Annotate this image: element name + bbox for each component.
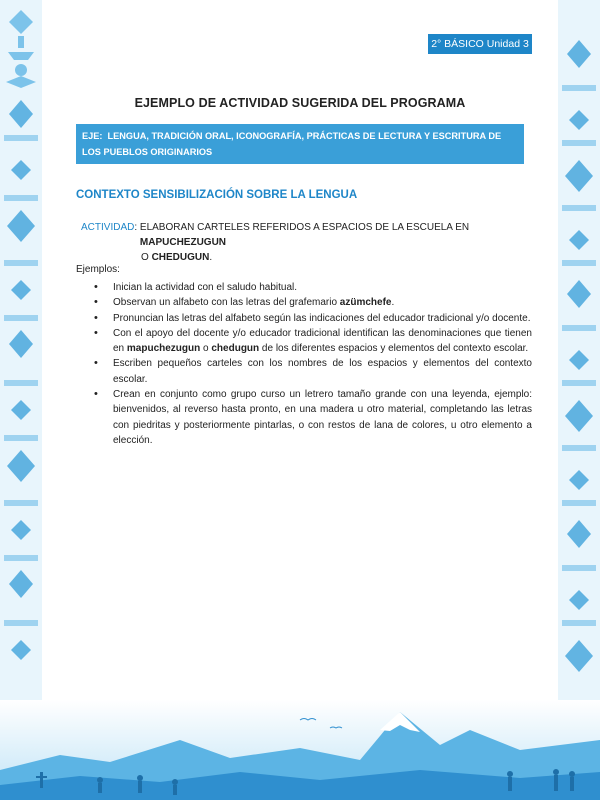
list-item: [92, 311, 532, 326]
list-item-text: o: [200, 343, 212, 355]
grade-unit-badge: 2° BÁSICO Unidad 3: [428, 34, 532, 54]
activity-text-1: [140, 220, 526, 250]
examples-label: Ejemplos:: [76, 264, 120, 275]
list-item-bold: chedugun: [211, 343, 260, 355]
list-item-text: Observan un alfabeto con las letras del grafemario: [113, 297, 340, 309]
activity-bold-mapuchezugun: MAPUCHEZUGUN: [139, 237, 227, 248]
list-item: [92, 387, 532, 448]
page-title: EJEMPLO DE ACTIVIDAD SUGERIDA DEL PROGRAMA: [134, 96, 466, 110]
list-item-text: Pronuncian las letras del alfabeto según las indicaciones del educador tradicional y/o docente.: [113, 312, 531, 324]
eje-text: LENGUA, TRADICIÓN ORAL, ICONOGRAFÍA, PRÁCTICAS DE LECTURA Y ESCRITURA DE LOS PUEBLOS ORIGINARIOS: [82, 131, 502, 157]
list-item-bold: azümchefe: [339, 297, 392, 309]
context-heading: CONTEXTO SENSIBILIZACIÓN SOBRE LA LENGUA: [76, 189, 358, 201]
activity-line-2: [81, 250, 526, 265]
activity-label: ACTIVIDAD: [81, 222, 135, 233]
list-item-text: Inician la actividad con el saludo habitual.: [113, 282, 298, 293]
eje-banner: [76, 124, 524, 164]
eje-label: EJE:: [82, 131, 103, 141]
list-item-text: de los diferentes espacios y elementos del contexto escolar.: [259, 343, 529, 355]
activity-text-part2: O: [141, 252, 149, 263]
examples-list: [92, 280, 532, 448]
list-item-text: Con el apoyo del docente y/o educador tradicional identifican las denominaciones que tienen en: [113, 327, 532, 355]
list-item: [92, 326, 532, 357]
decorative-landscape-footer: [0, 700, 600, 800]
activity-bold-chedugun: CHEDUGUN: [151, 252, 210, 263]
activity-end: .: [209, 252, 213, 263]
activity-block: ACTIVIDAD : ELABORAN CARTELES REFERIDOS A ESPACIOS DE LA ESCUELA EN MAPUCHEZUGUN O CHEDUGUN.: [81, 220, 526, 265]
list-item-text: Crean en conjunto como grupo curso un letrero tamaño grande con una leyenda, ejemplo: bienvenidos, al reverso hasta pronto, en una madera u otro material, completando las letras con piedritas y posteriormente pintarlas, o con restos de lana de colores, u otro elemento a elección.: [113, 389, 532, 446]
list-item-text: Escriben pequeños carteles con los nombres de los espacios y elementos del contexto escolar.: [113, 358, 532, 385]
list-item: [92, 280, 532, 295]
activity-text-part1: ELABORAN CARTELES REFERIDOS A ESPACIOS DE LA ESCUELA EN: [139, 222, 470, 233]
list-item: [92, 356, 532, 387]
list-item: [92, 295, 532, 310]
list-item-bold: mapuchezugun: [126, 343, 201, 355]
list-item-text: .: [391, 297, 395, 309]
